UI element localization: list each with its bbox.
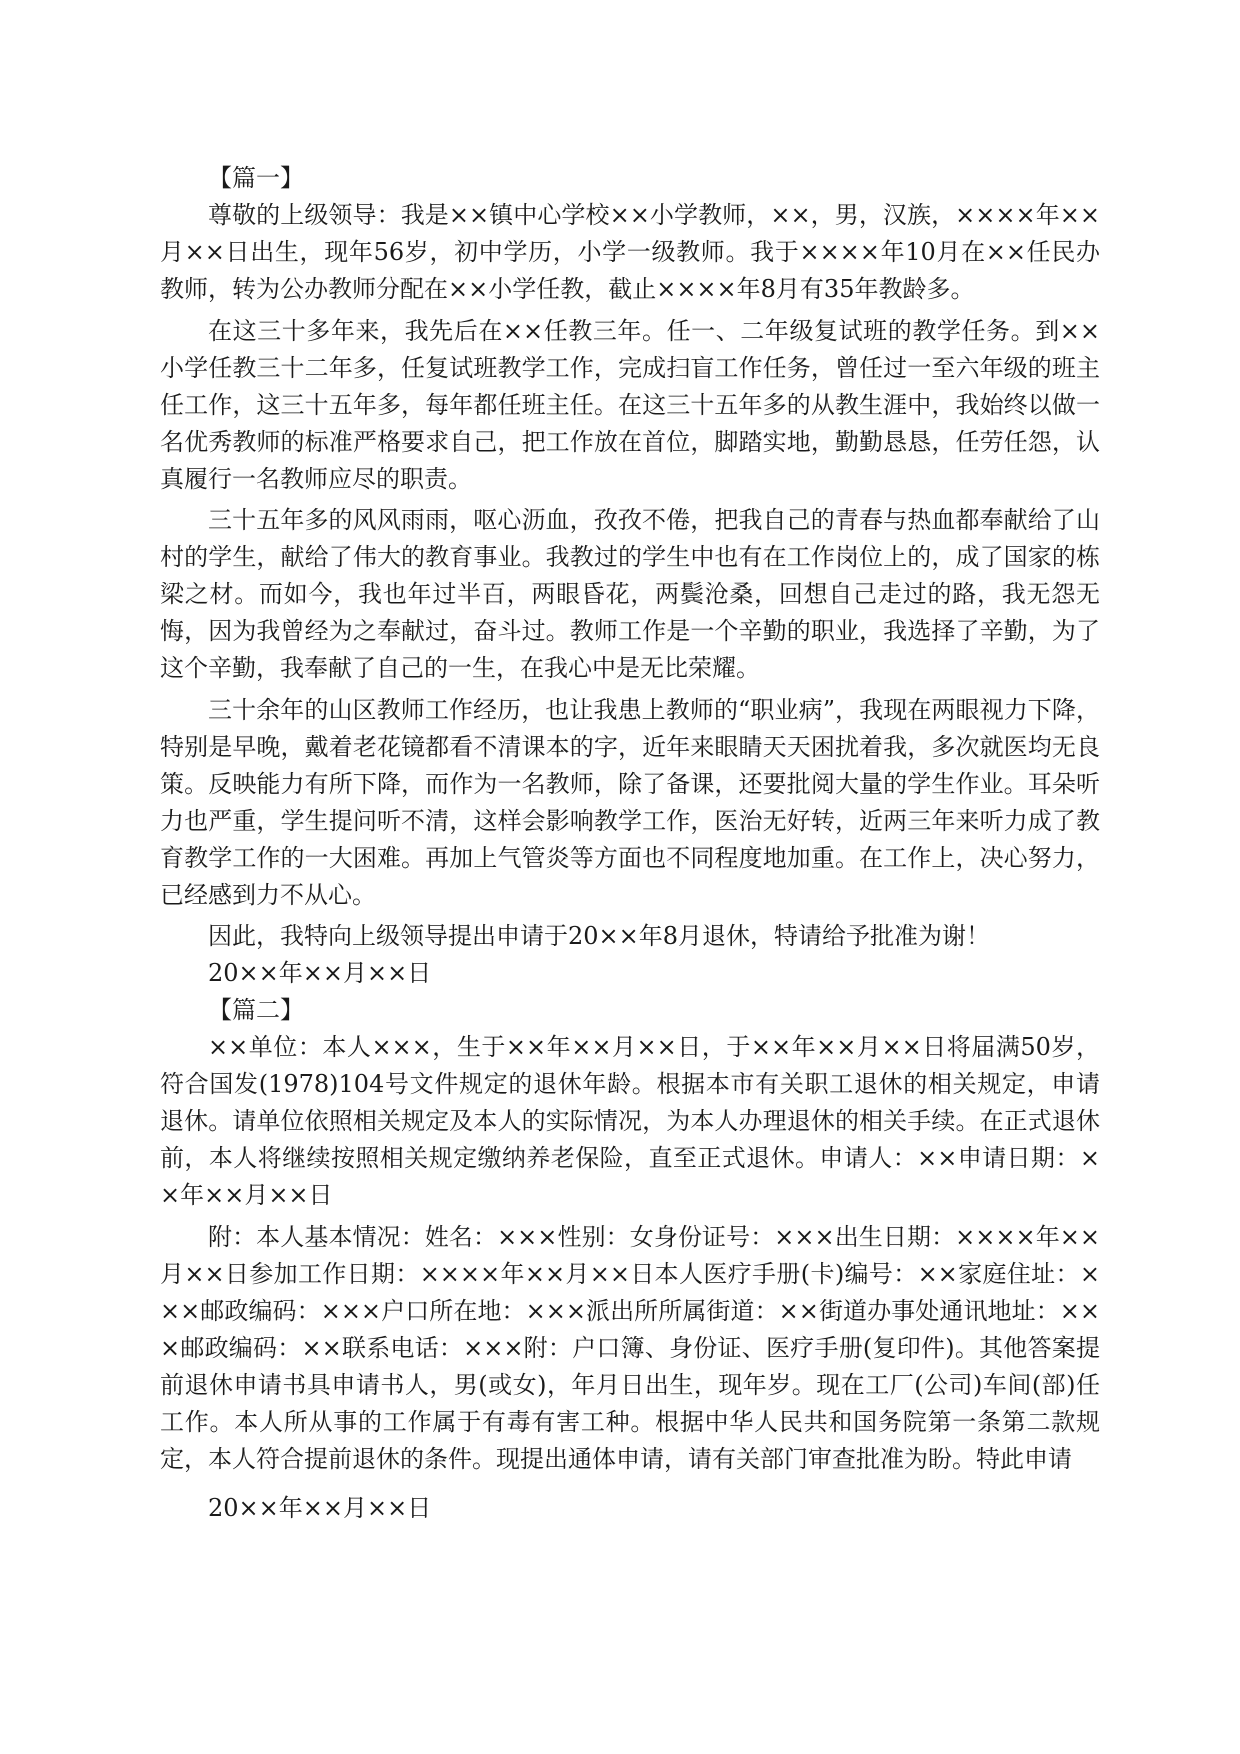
paragraph-1-5: 因此，我特向上级领导提出申请于20××年8月退休，特请给予批准为谢！ xyxy=(208,922,991,950)
paragraph-2-1: ××单位：本人×××，生于××年××月××日，于××年××月××日将届满50岁，符合国发(1978)104号文件规定的退休年龄。根据本市有关职工退休的相关规定，申请退休。请单位依照相关规定及本人的实际情况，为本人办理退休的相关手续。在正式退休前，本人将继续按照相关规定缴纳养老保险，直至正式退休。申请人：××申请日期：××年××月××日 xyxy=(160,1033,1100,1209)
paragraph-1-2: 在这三十多年来，我先后在××任教三年。任一、二年级复试班的教学任务。到××小学任教三十二年多，任复试班教学工作，完成扫盲工作任务，曾任过一至六年级的班主任工作，这三十五年多，每年都任班主任。在这三十五年多的从教生涯中，我始终以做一名优秀教师的标准严格要求自己，把工作放在首位，脚踏实地，勤勤恳恳，任劳任怨，认真履行一名教师应尽的职责。 xyxy=(160,316,1100,493)
paragraph-1-1: 尊敬的上级领导：我是××镇中心学校××小学教师，××，男，汉族，××××年××月××日出生，现年56岁，初中学历，小学一级教师。我于××××年10月在××任民办教师，转为公办教师分配在××小学任教，截止××××年8月有35年教龄多。 xyxy=(160,201,1100,303)
paragraph-1-3: 三十五年多的风风雨雨，呕心沥血，孜孜不倦，把我自己的青春与热血都奉献给了山村的学生，献给了伟大的教育事业。我教过的学生中也有在工作岗位上的，成了国家的栋梁之材。而如今，我也年过半百，两眼昏花，两鬓沧桑，回想自己走过的路，我无怨无悔，因为我曾经为之奉献过，奋斗过。教师工作是一个辛勤的职业，我选择了辛勤，为了这个辛勤，我奉献了自己的一生，在我心中是无比荣耀。 xyxy=(160,506,1100,682)
section-heading-2: 【篇二】 xyxy=(208,996,304,1024)
date-line-2: 20××年××月××日 xyxy=(208,1493,432,1522)
paragraph-2-2: 附：本人基本情况：姓名：×××性别：女身份证号：×××出生日期：××××年××月××日参加工作日期：××××年××月××日本人医疗手册(卡)编号：××家庭住址：×××邮政编码：×××户口所在地：×××派出所所属街道：××街道办事处通讯地址：×××邮政编码：××联系电话：×××附：户口簿、身份证、医疗手册(复印件)。其他答案提前退休申请书具申请书人，男(或女)，年月日出生，现年岁。现在工厂(公司)车间(部)任工作。本人所从事的工作属于有毒有害工种。根据中华人民共和国务院第一条第二款规定，本人符合提前退休的条件。现提出通体申请，请有关部门审查批准为盼。特此申请 xyxy=(160,1222,1100,1473)
paragraph-1-4: 三十余年的山区教师工作经历，也让我患上教师的“职业病”，我现在两眼视力下降，特别是早晚，戴着老花镜都看不清课本的字，近年来眼睛天天困扰着我，多次就医均无良策。反映能力有所下降，而作为一名教师，除了备课，还要批阅大量的学生作业。耳朵听力也严重，学生提问听不清，这样会影响教学工作，医治无好转，近两三年来听力成了教育教学工作的一大困难。再加上气管炎等方面也不同程度地加重。在工作上，决心努力，已经感到力不从心。 xyxy=(160,695,1100,909)
date-line-1: 20××年××月××日 xyxy=(208,959,432,987)
document-page xyxy=(160,160,1100,1527)
section-heading-1: 【篇一】 xyxy=(208,164,304,192)
